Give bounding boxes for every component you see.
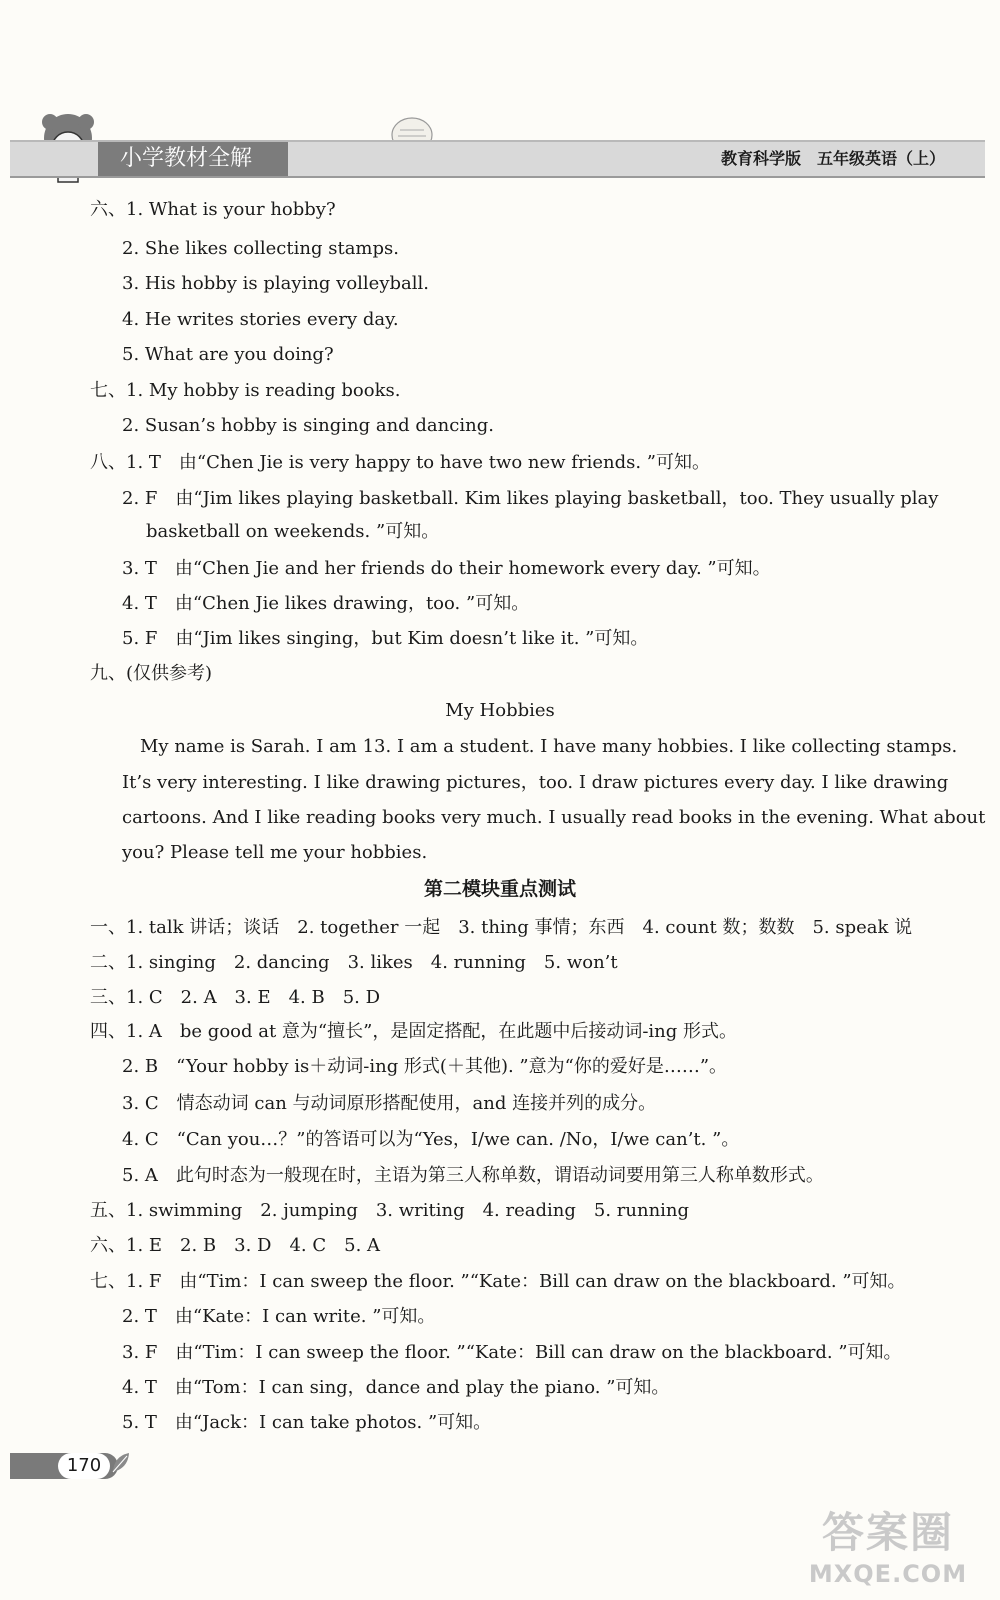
answer-line: 八、1. T 由“Chen Jie is very happy to have two new friends. ”可知。 [90, 452, 710, 473]
answer-line: My name is Sarah. I am 13. I am a student. I have many hobbies. I like collecting stamps. [122, 736, 958, 757]
answer-line: 3. His hobby is playing volleyball. [122, 273, 429, 294]
answer-line: 4. C “Can you…？”的答语可以为“Yes，I/we can. /No，I/we can’t. ”。 [122, 1129, 740, 1150]
edition-label: 教育科学版 五年级英语（上） [720, 149, 945, 168]
answer-line: 4. T 由“Chen Jie likes drawing，too. ”可知。 [122, 593, 530, 614]
answer-line: 六、1. E 2. B 3. D 4. C 5. A [90, 1235, 381, 1256]
series-title: 小学教材全解 [98, 142, 288, 176]
watermark-logo: 答案圈 [821, 1508, 954, 1557]
answer-line: 4. T 由“Tom：I can sing，dance and play the piano. ”可知。 [122, 1377, 670, 1398]
answer-line: 2. B “Your hobby is＋动词-ing 形式(＋其他). ”意为“你的爱好是……”。 [122, 1056, 728, 1077]
answer-line: cartoons. And I like reading books very much. I usually read books in the evening. What about [122, 807, 986, 828]
answer-line: you? Please tell me your hobbies. [122, 842, 428, 863]
answer-line: 2. She likes collecting stamps. [122, 238, 399, 259]
answer-line: 四、1. A be good at 意为“擅长”，是固定搭配，在此题中后接动词-ing 形式。 [90, 1021, 737, 1042]
answer-line: It’s very interesting. I like drawing pictures，too. I draw pictures every day. I like drawing [122, 772, 949, 793]
answer-line: 2. Susan’s hobby is singing and dancing. [122, 415, 494, 436]
answer-line: 5. T 由“Jack：I can take photos. ”可知。 [122, 1412, 492, 1433]
page-number-tab [10, 1453, 118, 1479]
answer-line: 六、1. What is your hobby? [90, 199, 336, 220]
answer-line: 3. C 情态动词 can 与动词原形搭配使用，and 连接并列的成分。 [122, 1093, 657, 1114]
watermark-url: MXQE.COM [808, 1560, 968, 1588]
answer-line: 七、1. My hobby is reading books. [90, 380, 401, 401]
answer-line: 5. A 此句时态为一般现在时，主语为第三人称单数，谓语动词要用第三人称单数形式。 [122, 1165, 824, 1186]
page-header [10, 140, 985, 178]
answer-line: 4. He writes stories every day. [122, 309, 399, 330]
answer-line: basketball on weekends. ”可知。 [146, 521, 440, 542]
answer-line: 二、1. singing 2. dancing 3. likes 4. running 5. won’t [90, 952, 618, 973]
answer-line: 3. T 由“Chen Jie and her friends do their homework every day. ”可知。 [122, 558, 771, 579]
section-heading: 第二模块重点测试 [423, 878, 576, 900]
answer-line: 三、1. C 2. A 3. E 4. B 5. D [90, 987, 381, 1008]
leaf-icon [110, 1450, 132, 1476]
answer-line: 3. F 由“Tim：I can sweep the floor. ”“Kate：Bill can draw on the blackboard. ”可知。 [122, 1342, 902, 1363]
answer-line: 2. T 由“Kate：I can write. ”可知。 [122, 1306, 436, 1327]
answer-line: 2. F 由“Jim likes playing basketball. Kim likes playing basketball，too. They usually play [122, 488, 939, 509]
answer-line: 5. F 由“Jim likes singing，but Kim doesn’t like it. ”可知。 [122, 628, 649, 649]
answer-line: 九、(仅供参考) [90, 663, 213, 684]
answer-line: 五、1. swimming 2. jumping 3. writing 4. reading 5. running [90, 1200, 690, 1221]
watermark [798, 1500, 978, 1588]
page-number: 170 [58, 1453, 110, 1479]
answer-line: 5. What are you doing? [122, 344, 334, 365]
essay-title: My Hobbies [445, 700, 555, 721]
answer-line: 七、1. F 由“Tim：I can sweep the floor. ”“Kate：Bill can draw on the blackboard. ”可知。 [90, 1271, 906, 1292]
answer-line: 一、1. talk 讲话；谈话 2. together 一起 3. thing 事情；东西 4. count 数；数数 5. speak 说 [90, 917, 913, 938]
